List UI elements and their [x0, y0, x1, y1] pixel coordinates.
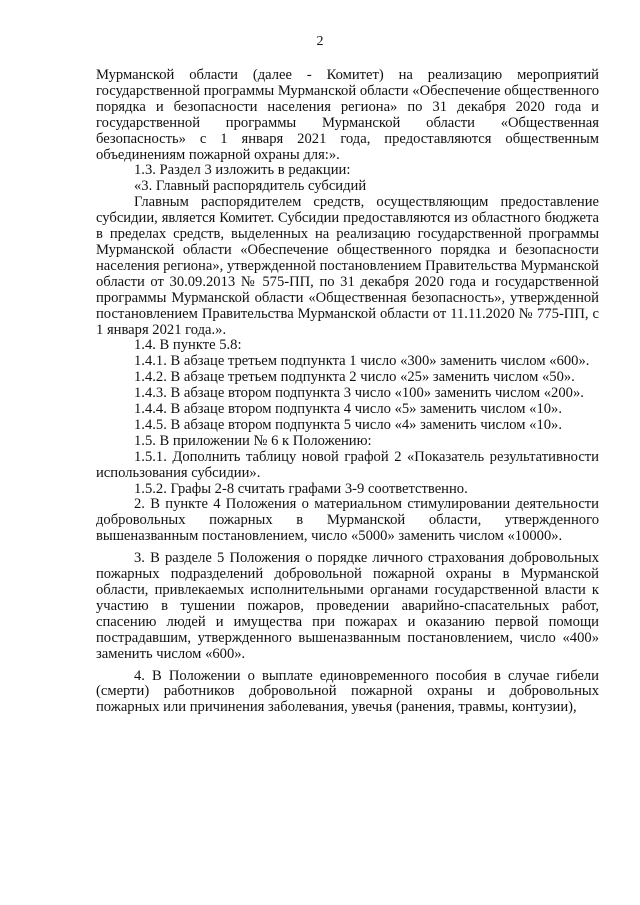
paragraph-1-4-3: 1.4.3. В абзаце втором подпункта 3 число «100» заменить числом «200». [134, 385, 584, 402]
paragraph-1-4-1: 1.4.1. В абзаце третьем подпункта 1 число «300» заменить числом «600». [134, 353, 590, 370]
paragraph-1-4-5: 1.4.5. В абзаце втором подпункта 5 число «4» заменить числом «10». [134, 416, 563, 433]
paragraph-continuation: Мурманской области (далее - Комитет) на реализацию мероприятий государственной программы Мурманской области «Обеспечение общественного порядка и безопасности населения региона» по 31 декабря 2020 года и государственной программы Мурманской области «Общественная безопасность» с 1 января 2021 года, предоставляются общественным объединениям пожарной охраны для:». [96, 67, 599, 163]
paragraph-1-4: 1.4. В пункте 5.8: [134, 337, 242, 354]
paragraph-main-distributor: Главным распорядителем средств, осуществляющим предоставление субсидии, является Комитет. Субсидии предоставляются из областного бюджета в пределах средств, выделенных на реализацию государственной программы Мурманской области «Обеспечение общественного порядка и безопасности населения региона», утвержденной постановлением Правительства Мурманской области от 30.09.2013 № 575-ПП, по 31 декабря 2020 года и государственной программы Мурманской области «Общественная безопасность», утвержденной постановлением Правительства Мурманской области от 11.11.2020 № 775-ПП, с 1 января 2021 года.». [96, 194, 599, 338]
paragraph-1-5: 1.5. В приложении № 6 к Положению: [134, 432, 372, 449]
paragraph-4: 4. В Положении о выплате единовременного пособия в случае гибели (смерти) работников добровольной пожарной охраны и добровольных пожарных или причинения заболевания, увечья (ранения, травмы, контузии), [96, 667, 599, 716]
paragraph-1-4-2: 1.4.2. В абзаце третьем подпункта 2 число «25» заменить числом «50». [134, 369, 575, 386]
page-number: 2 [316, 34, 324, 49]
paragraph-2: 2. В пункте 4 Положения о материальном стимулировании деятельности добровольных пожарных в Мурманской области, утвержденного вышеназванным постановлением, число «5000» заменить числом «10000». [96, 496, 599, 545]
paragraph-1-3: 1.3. Раздел 3 изложить в редакции: [134, 162, 351, 179]
paragraph-1-4-4: 1.4.4. В абзаце втором подпункта 4 число «5» заменить числом «10». [134, 401, 563, 418]
paragraph-1-5-2: 1.5.2. Графы 2-8 считать графами 3-9 соответственно. [134, 480, 468, 497]
paragraph-1-5-1: 1.5.1. Дополнить таблицу новой графой 2 «Показатель результативности использования субсидии». [96, 448, 599, 481]
document-body [96, 68, 599, 716]
paragraph-3: 3. В разделе 5 Положения о порядке личного страхования добровольных пожарных подразделений добровольной пожарной охраны в Мурманской области, привлекаемых исполнительными органами государственной власти к участию в тушении пожаров, проведении аварийно-спасательных работ, спасению людей и имущества при пожарах и оказанию первой помощи пострадавшим, утвержденного вышеназванным постановлением, число «400» заменить числом «600». [96, 550, 599, 662]
section-heading: «3. Главный распорядитель субсидий [134, 178, 367, 195]
